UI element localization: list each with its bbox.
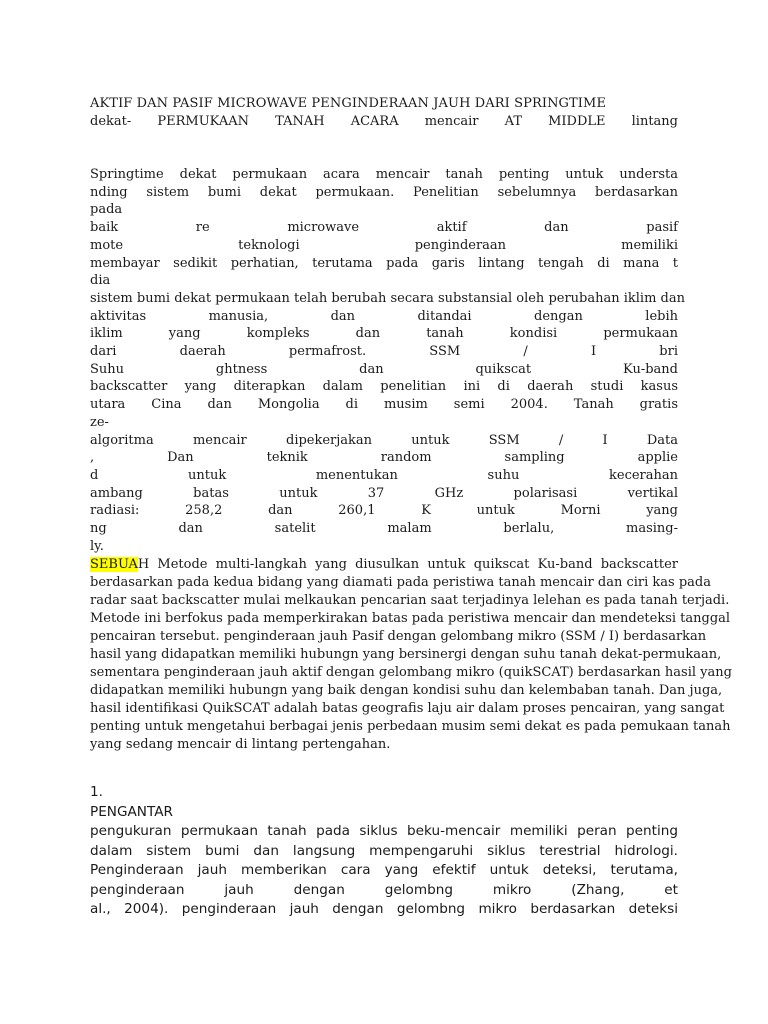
paragraph-line-text: H Metode multi-langkah yang diusulkan untuk quikscat Ku-band backscatter [137,557,678,572]
abstract-line: Suhu ghtness dan quikscat Ku-band [90,362,678,377]
abstract-line: sistem bumi dekat permukaan telah berubah secara substansial oleh perubahan iklim dan [90,291,685,306]
abstract-line: baik re microwave aktif dan pasif [90,220,678,235]
abstract-line: mote teknologi penginderaan memiliki [90,238,678,253]
abstract-line: Springtime dekat permukaan acara mencair tanah penting untuk understa [90,167,678,182]
abstract-line: aktivitas manusia, dan ditandai dengan lebih [90,309,678,324]
paragraph-line: sementara penginderaan jauh aktif dengan gelombang mikro (quikSCAT) berdasarkan hasil yang [90,665,732,680]
abstract-line: ambang batas untuk 37 GHz polarisasi vertikal [90,486,678,501]
abstract-line: dia [90,273,111,288]
abstract-line: ng dan satelit malam berlalu, masing- [90,521,678,536]
intro-line: penginderaan jauh dengan gelombng mikro (Zhang, et [90,882,678,898]
abstract-line: pada [90,202,123,217]
section-title: PENGANTAR [90,804,173,820]
abstract-line: ly. [90,539,104,554]
abstract-line: utara Cina dan Mongolia di musim semi 2004. Tanah gratis [90,397,678,412]
section-number: 1. [90,784,103,800]
paragraph-line: hasil yang didapatkan memiliki hubungn yang bersinergi dengan suhu tanah dekat-permukaan, [90,647,722,662]
intro-line: pengukuran permukaan tanah pada siklus beku-mencair memiliki peran penting [90,823,678,839]
abstract-line: , Dan teknik random sampling applie [90,450,678,465]
paragraph-line: Metode ini berfokus pada memperkirakan batas pada peristiwa mencair dan mendeteksi tanggal [90,611,731,626]
abstract-line: d untuk menentukan suhu kecerahan [90,468,678,483]
abstract-line: nding sistem bumi dekat permukaan. Penelitian sebelumnya berdasarkan [90,185,678,200]
document-subtitle: dekat- PERMUKAAN TANAH ACARA mencair AT MIDDLE lintang [90,114,678,129]
paragraph-line: hasil identifikasi QuikSCAT adalah batas geografis laju air dalam proses pencairan, yang sangat [90,701,725,716]
intro-line: al., 2004). penginderaan jauh dengan gelombng mikro berdasarkan deteksi [90,901,678,917]
abstract-line: backscatter yang diterapkan dalam penelitian ini di daerah studi kasus [90,379,678,394]
paragraph-line: yang sedang mencair di lintang pertengahan. [90,737,391,752]
paragraph-line: didapatkan memiliki hubungn yang baik dengan kondisi suhu dan kelembaban tanah. Dan juga, [90,683,723,698]
intro-line: Penginderaan jauh memberikan cara yang efektif untuk deteksi, terutama, [90,862,678,878]
abstract-line: iklim yang kompleks dan tanah kondisi permukaan [90,326,678,341]
abstract-line: algoritma mencair dipekerjakan untuk SSM / I Data [90,433,678,448]
abstract-line: dari daerah permafrost. SSM / I bri [90,344,678,359]
paragraph-line: pencairan tersebut. penginderaan jauh Pasif dengan gelombang mikro (SSM / I) berdasarkan [90,629,707,644]
paragraph-line [90,556,678,574]
document-title: AKTIF DAN PASIF MICROWAVE PENGINDERAAN JAUH DARI SPRINGTIME [90,96,607,111]
abstract-line: radiasi: 258,2 dan 260,1 K untuk Morni yang [90,503,678,518]
abstract-line: membayar sedikit perhatian, terutama pada garis lintang tengah di mana t [90,256,678,271]
intro-line: dalam sistem bumi dan langsung mempengaruhi siklus terestrial hidrologi. [90,843,678,859]
paragraph-line: penting untuk mengetahui berbagai jenis perbedaan musim semi dekat es pada pemukaan tanah [90,719,731,734]
paragraph-line: berdasarkan pada kedua bidang yang diamati pada peristiwa tanah mencair dan ciri kas pada [90,575,711,590]
highlighted-word: SEBUA [90,557,138,572]
paragraph-line: radar saat backscatter mulai melkaukan pencarian saat terjadinya lelehan es pada tanah terjadi. [90,593,730,608]
abstract-line: ze- [90,415,109,430]
